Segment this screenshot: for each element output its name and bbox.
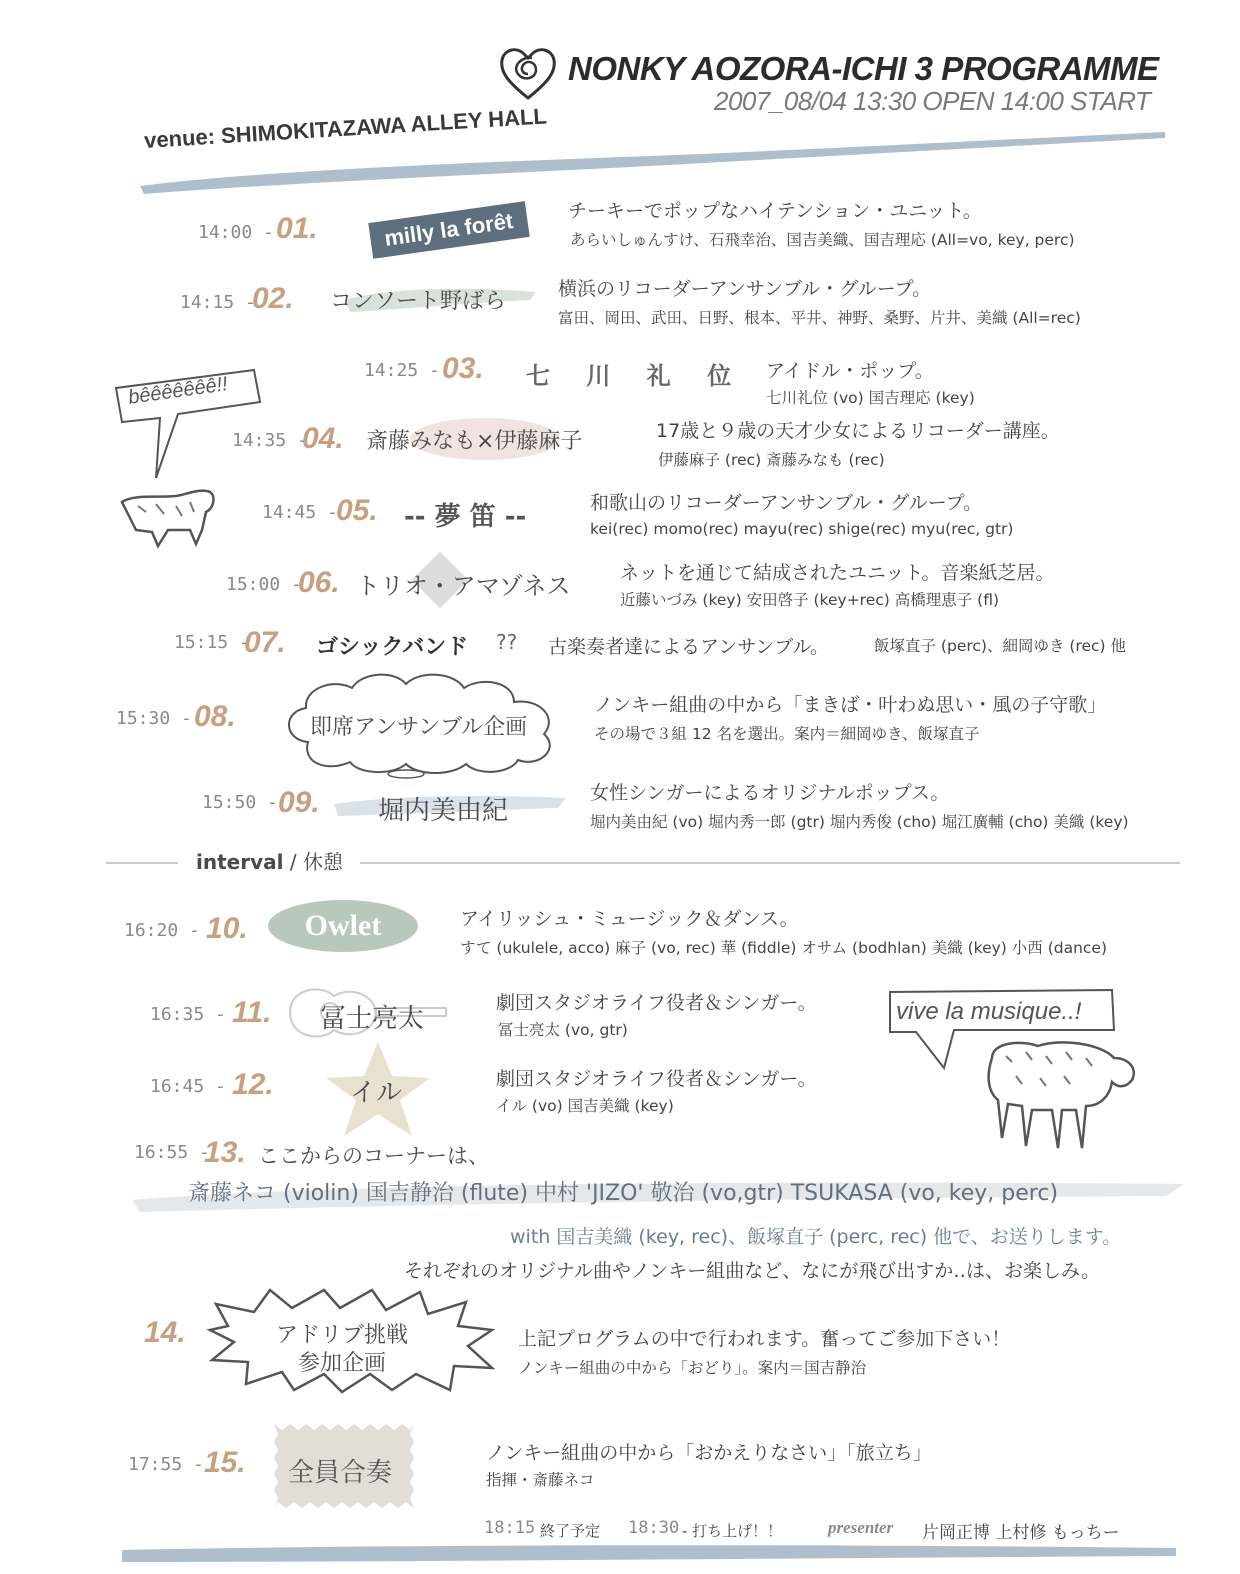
act-12-number: 12. xyxy=(232,1068,274,1101)
act-04-name: 斎藤みなも×伊藤麻子 xyxy=(366,429,583,454)
act-09-name: 堀内美由紀 xyxy=(378,796,509,826)
act-06-time: 15:00 - xyxy=(226,574,302,595)
act-13-number: 13. xyxy=(204,1136,246,1169)
speech-bubble-right-text: vive la musique..! xyxy=(896,998,1082,1025)
act-13-performers: 斎藤ネコ (violin) 国吉静治 (flute) 中村 'JIZO' 敬治 (vo,gtr) TSUKASA (vo, key, perc) xyxy=(188,1181,1059,1206)
interval-label xyxy=(196,846,343,875)
interval-line-right xyxy=(360,862,1180,864)
brush-stroke-header xyxy=(130,128,1170,198)
act-12-members: イル (vo) 国吉美織 (key) xyxy=(496,1097,674,1115)
act-10-description: アイリッシュ・ミュージック＆ダンス。 xyxy=(460,908,799,930)
act-14-name-line2: 参加企画 xyxy=(298,1351,387,1376)
act-03-time: 14:25 - xyxy=(364,360,440,381)
interval-word: interval xyxy=(196,850,284,874)
footer-presenter-label: presenter xyxy=(828,1518,894,1537)
act-07-number: 07. xyxy=(244,626,286,659)
act-04-description: 17歳と９歳の天才少女によるリコーダー講座。 xyxy=(656,420,1060,442)
act-07-name: ゴシックバンド xyxy=(316,635,469,660)
act-09-number: 09. xyxy=(278,786,320,819)
sheep-icon xyxy=(982,1034,1144,1152)
act-05-number: 05. xyxy=(336,494,378,527)
act-03-name: 七 川 礼 位 xyxy=(526,362,746,390)
act-02-time: 14:15 - xyxy=(180,292,256,313)
act-05-name: -- 夢 笛 -- xyxy=(404,502,527,532)
act-15-members: 指揮・斎藤ネコ xyxy=(486,1471,595,1489)
act-01-description: チーキーでポップなハイテンション・ユニット。 xyxy=(568,200,982,222)
act-15-number: 15. xyxy=(204,1446,246,1479)
act-13-time: 16:55 - xyxy=(134,1142,210,1163)
act-15-description: ノンキー組曲の中から「おかえりなさい」「旅立ち」 xyxy=(486,1442,932,1464)
act-15-time: 17:55 - xyxy=(128,1454,204,1475)
act-10-number: 10. xyxy=(206,912,248,945)
act-14-number: 14. xyxy=(144,1316,186,1349)
act-05-members: kei(rec) momo(rec) mayu(rec) shige(rec) myu(rec, gtr) xyxy=(590,520,1014,538)
act-07-members: 飯塚直子 (perc)、細岡ゆき (rec) 他 xyxy=(874,637,1126,655)
act-11-number: 11. xyxy=(232,996,272,1029)
footer-party-time: 18:30 xyxy=(628,1518,680,1538)
act-11-time: 16:35 - xyxy=(150,1004,226,1025)
footer-end-label: 終了予定 xyxy=(540,1522,601,1540)
act-07-description: 古楽奏者達によるアンサンブル。 xyxy=(548,636,830,658)
footer-party-label: - 打ち上げ！！ xyxy=(682,1522,783,1540)
act-02-members: 富田、岡田、武田、日野、根本、平井、神野、桑野、片井、美織 (All=rec) xyxy=(558,309,1081,327)
act-12-description: 劇団スタジオライフ役者＆シンガー。 xyxy=(496,1068,817,1090)
act-02-name: コンソート野ばら xyxy=(330,289,507,314)
act-07-name-suffix: ?? xyxy=(496,630,518,654)
act-04-number: 04. xyxy=(302,422,344,455)
act-11-description: 劇団スタジオライフ役者＆シンガー。 xyxy=(496,992,817,1014)
act-06-members: 近藤いづみ (key) 安田啓子 (key+rec) 高橋理恵子 (fl) xyxy=(620,591,1000,609)
brush-stroke-footer xyxy=(118,1538,1180,1568)
act-11-members: 冨士亮太 (vo, gtr) xyxy=(498,1021,628,1039)
footer-end-time: 18:15 xyxy=(484,1518,536,1538)
act-14-name: アドリブ挑戦 xyxy=(276,1323,409,1348)
act-10-name: Owlet xyxy=(268,900,418,952)
act-10-members: すて (ukulele, acco) 麻子 (vo, rec) 華 (fiddle) オサム (bodhlan) 美織 (key) 小西 (dance) xyxy=(460,939,1108,957)
act-11-name: 冨士亮太 xyxy=(320,1004,425,1034)
speech-bubble-left-text: bêêêêêêê!! xyxy=(126,373,230,409)
act-08-number: 08. xyxy=(194,700,236,733)
interval-jp: / 休憩 xyxy=(289,850,343,874)
dog-icon xyxy=(116,484,220,550)
act-03-members: 七川礼位 (vo) 国吉理応 (key) xyxy=(766,389,975,407)
act-02-description: 横浜のリコーダーアンサンブル・グループ。 xyxy=(558,278,932,300)
act-07-time: 15:15 - xyxy=(174,632,250,653)
act-09-members: 堀内美由紀 (vo) 堀内秀一郎 (gtr) 堀内秀俊 (cho) 堀江廣輔 (cho) 美織 (key) xyxy=(590,813,1129,831)
act-12-name: イル xyxy=(350,1078,403,1108)
act-06-description: ネットを通じて結成されたユニット。音楽紙芝居。 xyxy=(620,562,1055,584)
page-title: NONKY AOZORA-ICHI 3 PROGRAMME xyxy=(568,50,1159,87)
act-14-description: 上記プログラムの中で行われます。奮ってご参加下さい！ xyxy=(518,1328,1011,1350)
act-01-number: 01. xyxy=(276,212,318,245)
act-05-description: 和歌山のリコーダーアンサンブル・グループ。 xyxy=(590,492,983,514)
event-datetime: 2007_08/04 13:30 OPEN 14:00 START xyxy=(714,86,1151,116)
act-05-time: 14:45 - xyxy=(262,502,338,523)
act-08-time: 15:30 - xyxy=(116,708,192,729)
act-02-number: 02. xyxy=(252,282,294,315)
act-08-members: その場で３組 12 名を選出。案内＝細岡ゆき、飯塚直子 xyxy=(594,725,980,743)
act-08-description: ノンキー組曲の中から「まきば・叶わぬ思い・風の子守歌」 xyxy=(594,694,1107,716)
act-03-description: アイドル・ポップ。 xyxy=(766,360,934,382)
act-01-members: あらいしゅんすけ、石飛幸治、国吉美織、国吉理応 (All=vo, key, perc) xyxy=(570,231,1075,249)
act-12-time: 16:45 - xyxy=(150,1076,226,1097)
act-04-members: 伊藤麻子 (rec) 斎藤みなも (rec) xyxy=(658,451,885,469)
act-14-members: ノンキー組曲の中から「おどり」。案内＝国吉静治 xyxy=(518,1359,867,1377)
venue-label: venue: SHIMOKITAZAWA ALLEY HALL xyxy=(143,103,548,154)
act-13-note: それぞれのオリジナル曲やノンキー組曲など、なにが飛び出すか‥は、お楽しみ。 xyxy=(404,1260,1101,1282)
footer-presenters: 片岡正博 上村修 もっちー xyxy=(922,1523,1120,1543)
act-01-name: milly la forêt xyxy=(368,201,529,259)
act-09-time: 15:50 - xyxy=(202,792,278,813)
act-06-number: 06. xyxy=(298,566,340,599)
act-15-name: 全員合奏 xyxy=(288,1458,393,1488)
act-06-name: トリオ・アマゾネス xyxy=(356,572,571,600)
act-08-name: 即席アンサンブル企画 xyxy=(310,715,528,740)
act-13-with: with 国吉美織 (key, rec)、飯塚直子 (perc, rec) 他で、お送りします。 xyxy=(510,1226,1122,1248)
act-09-description: 女性シンガーによるオリジナルポップス。 xyxy=(590,782,950,804)
act-10-time: 16:20 - xyxy=(124,920,200,941)
interval-line-left xyxy=(106,862,178,864)
act-01-time: 14:00 - xyxy=(198,222,274,243)
act-04-time: 14:35 - xyxy=(232,430,308,451)
act-03-number: 03. xyxy=(442,352,484,385)
heart-swirl-icon xyxy=(498,44,558,102)
act-13-intro: ここからのコーナーは、 xyxy=(258,1144,489,1168)
